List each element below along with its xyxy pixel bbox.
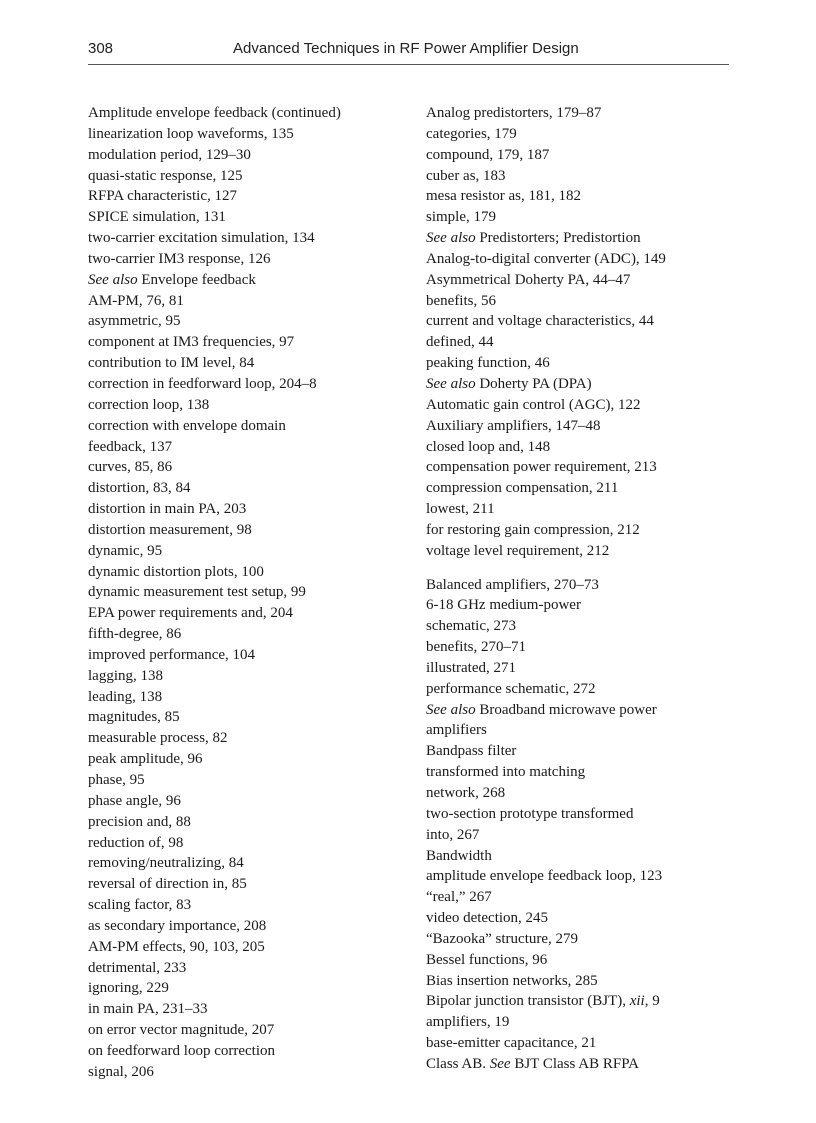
index-subentry: cuber as, 183 bbox=[426, 167, 506, 184]
index-entry: Bias insertion networks, 285 bbox=[426, 972, 598, 989]
index-subentry: defined, 44 bbox=[426, 334, 494, 351]
index-subentry: closed loop and, 148 bbox=[426, 438, 551, 455]
see-also-reference bbox=[426, 700, 666, 721]
index-subentry: improved performance, 104 bbox=[88, 646, 256, 663]
index-subentry: dynamic, 95 bbox=[88, 542, 163, 559]
index-entry: Auxiliary amplifiers, 147–48 bbox=[426, 417, 601, 434]
index-subentry: asymmetric, 95 bbox=[88, 313, 181, 330]
index-subentry: video detection, 245 bbox=[426, 910, 549, 927]
index-subentry: simple, 179 bbox=[426, 209, 496, 226]
index-subentry: EPA power requirements and, 204 bbox=[88, 605, 293, 622]
index-subentry: benefits, 56 bbox=[426, 292, 496, 309]
index-subentry: 6-18 GHz medium-power bbox=[426, 597, 581, 614]
see-also-target: Envelope feedback bbox=[141, 271, 256, 288]
index-entry: Balanced amplifiers, 270–73 bbox=[426, 576, 599, 593]
see-target: BJT Class AB RFPA bbox=[514, 1055, 639, 1072]
index-subentry: voltage level requirement, 212 bbox=[426, 542, 610, 559]
index-subentry: for restoring gain compression, 212 bbox=[426, 521, 640, 538]
see-also-target: Broadband microwave power bbox=[479, 701, 657, 718]
index-subentry: dynamic distortion plots, 100 bbox=[88, 563, 264, 580]
index-subentry: phase, 95 bbox=[88, 772, 145, 788]
index-subentry: leading, 138 bbox=[88, 688, 163, 705]
index-column-right bbox=[426, 103, 666, 1075]
index-subentry: lowest, 211 bbox=[426, 501, 495, 518]
index-subentry: distortion, 83, 84 bbox=[88, 480, 191, 497]
see-also-label: See also bbox=[426, 701, 476, 718]
entry-text: Bipolar junction transistor (BJT), bbox=[426, 993, 626, 1010]
index-subentry: reduction of, 98 bbox=[88, 834, 184, 851]
index-subentry: peak amplitude, 96 bbox=[88, 751, 203, 768]
entry-text: Class AB. bbox=[426, 1055, 487, 1072]
see-label: See bbox=[489, 1055, 511, 1072]
index-subentry: peaking function, 46 bbox=[426, 355, 550, 372]
running-title: Advanced Techniques in RF Power Amplifier Design bbox=[233, 40, 579, 57]
index-subentry: two-carrier excitation simulation, 134 bbox=[88, 230, 315, 247]
index-subentry: lagging, 138 bbox=[88, 667, 163, 684]
see-also-target: Predistorters; Predistortion bbox=[479, 230, 641, 247]
index-subentry: phase angle, 96 bbox=[88, 792, 181, 809]
index-entry: AM-PM effects, 90, 103, 205 bbox=[88, 938, 265, 955]
index-entry: AM-PM, 76, 81 bbox=[88, 292, 184, 309]
index-subentry: in main PA, 231–33 bbox=[88, 1001, 208, 1018]
index-continuation: feedback, 137 bbox=[88, 438, 173, 455]
see-also-label: See also bbox=[426, 375, 476, 392]
index-subentry: current and voltage characteristics, 44 bbox=[426, 313, 654, 330]
index-subentry: detrimental, 233 bbox=[88, 959, 187, 976]
index-entry: “Bazooka” structure, 279 bbox=[426, 930, 579, 947]
index-subentry: correction in feedforward loop, 204–8 bbox=[88, 375, 317, 392]
index-subentry: base-emitter capacitance, 21 bbox=[426, 1035, 597, 1052]
index-subentry: reversal of direction in, 85 bbox=[88, 876, 247, 893]
index-subentry: amplifiers, 19 bbox=[426, 1014, 510, 1031]
index-subentry: measurable process, 82 bbox=[88, 730, 228, 747]
index-subentry: benefits, 270–71 bbox=[426, 639, 526, 656]
index-subentry: transformed into matching bbox=[426, 764, 586, 781]
see-also-reference bbox=[88, 270, 341, 291]
index-subentry: mesa resistor as, 181, 182 bbox=[426, 188, 581, 205]
index-subentry: categories, 179 bbox=[426, 125, 517, 142]
index-subentry: on error vector magnitude, 207 bbox=[88, 1022, 275, 1039]
index-subentry: compression compensation, 211 bbox=[426, 480, 619, 497]
index-subentry: contribution to IM level, 84 bbox=[88, 355, 255, 372]
index-entry: Asymmetrical Doherty PA, 44–47 bbox=[426, 271, 631, 288]
index-entry: Bandpass filter bbox=[426, 743, 517, 760]
index-continuation: network, 268 bbox=[426, 785, 506, 801]
index-subentry: magnitudes, 85 bbox=[88, 709, 180, 726]
index-entry: Bandwidth bbox=[426, 847, 492, 864]
index-continuation: amplifiers bbox=[426, 722, 487, 739]
index-subentry: removing/neutralizing, 84 bbox=[88, 855, 244, 872]
index-subentry: ignoring, 229 bbox=[88, 980, 169, 997]
index-subentry: RFPA characteristic, 127 bbox=[88, 188, 238, 205]
see-also-label: See also bbox=[88, 271, 138, 288]
index-subentry: performance schematic, 272 bbox=[426, 680, 596, 697]
index-subentry: fifth-degree, 86 bbox=[88, 626, 182, 643]
index-subentry: two-carrier IM3 response, 126 bbox=[88, 250, 271, 267]
index-subentry: modulation period, 129–30 bbox=[88, 146, 251, 163]
index-entry bbox=[426, 991, 666, 1012]
index-subentry: scaling factor, 83 bbox=[88, 897, 192, 914]
see-also-target: Doherty PA (DPA) bbox=[479, 375, 592, 392]
index-subentry: on feedforward loop correction bbox=[88, 1042, 276, 1059]
index-subentry: distortion measurement, 98 bbox=[88, 521, 252, 538]
index-continuation: signal, 206 bbox=[88, 1063, 154, 1080]
index-subentry: two-section prototype transformed bbox=[426, 805, 634, 822]
index-subentry: precision and, 88 bbox=[88, 813, 191, 830]
index-subentry: linearization loop waveforms, 135 bbox=[88, 125, 294, 142]
index-entry: Analog predistorters, 179–87 bbox=[426, 105, 602, 121]
index-continuation: schematic, 273 bbox=[426, 618, 516, 635]
index-subentry: SPICE simulation, 131 bbox=[88, 209, 226, 226]
index-subentry: correction loop, 138 bbox=[88, 396, 210, 413]
index-subentry: component at IM3 frequencies, 97 bbox=[88, 334, 295, 351]
index-continuation: into, 267 bbox=[426, 826, 480, 843]
see-also-label: See also bbox=[426, 230, 476, 247]
running-header bbox=[88, 36, 729, 65]
see-also-reference bbox=[426, 228, 666, 249]
index-subentry: amplitude envelope feedback loop, 123 bbox=[426, 868, 663, 885]
index-entry: Automatic gain control (AGC), 122 bbox=[426, 396, 641, 413]
index-subentry: “real,” 267 bbox=[426, 889, 492, 906]
see-reference bbox=[426, 1054, 666, 1075]
index-entry: Bessel functions, 96 bbox=[426, 951, 548, 968]
index-subentry: correction with envelope domain bbox=[88, 417, 286, 434]
page-ref: , 9 bbox=[644, 993, 660, 1010]
index-entry: Analog-to-digital converter (ADC), 149 bbox=[426, 250, 666, 267]
page-number: 308 bbox=[88, 40, 114, 57]
see-also-reference bbox=[426, 374, 666, 395]
index-subentry: compensation power requirement, 213 bbox=[426, 459, 657, 476]
index-entry: Amplitude envelope feedback (continued) bbox=[88, 105, 341, 121]
page-ref-roman: xii bbox=[629, 993, 645, 1010]
index-subentry: distortion in main PA, 203 bbox=[88, 501, 247, 518]
index-subentry: as secondary importance, 208 bbox=[88, 917, 267, 934]
index-subentry: dynamic measurement test setup, 99 bbox=[88, 584, 306, 601]
index-subentry: illustrated, 271 bbox=[426, 659, 516, 676]
index-subentry: curves, 85, 86 bbox=[88, 459, 173, 476]
index-column-left bbox=[88, 103, 341, 1083]
index-subentry: quasi-static response, 125 bbox=[88, 167, 243, 184]
index-subentry: compound, 179, 187 bbox=[426, 146, 550, 163]
